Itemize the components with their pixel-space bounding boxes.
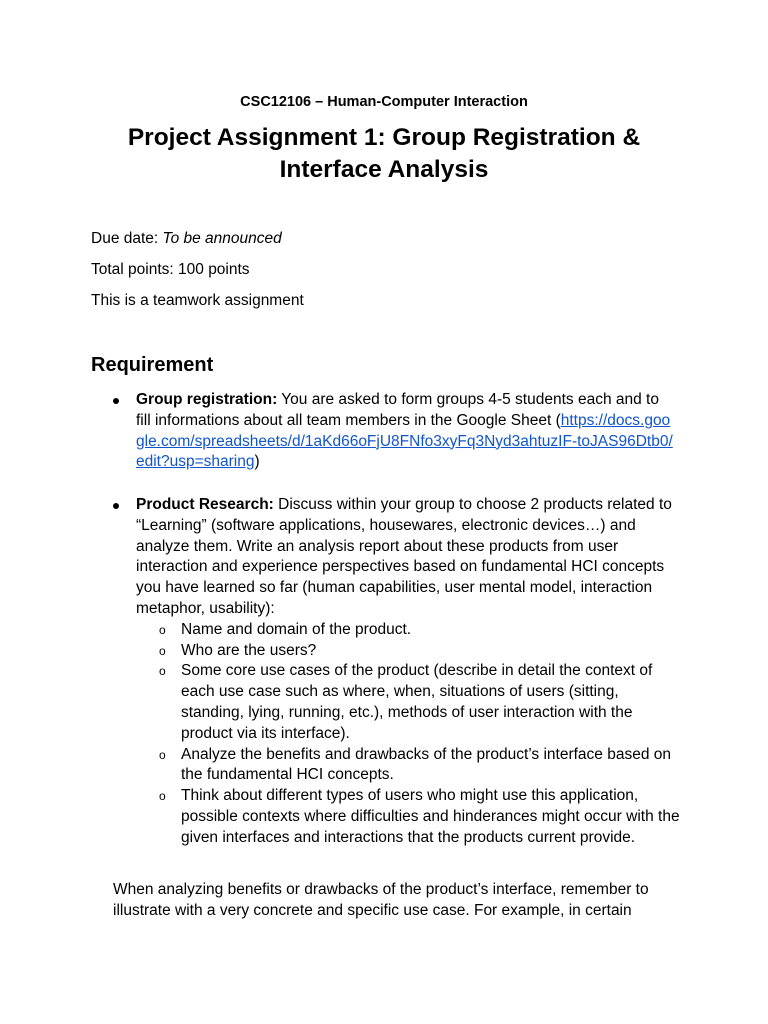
requirement-list bbox=[0, 390, 768, 473]
group-registration-text: You are asked to form groups 4-5 students each and to fill informations about all team members in the Google Sheet ( bbox=[136, 391, 659, 429]
product-research-text: Discuss within your group to choose 2 products related to “Learning” (software applications, housewares, electronic devices…) and analyze them. Write an analysis report about these products from user interaction and experience perspectives based on fundamental HCI concepts you have learned so far (human capabilities, user mental model, interaction metaphor, usability): bbox=[136, 496, 672, 617]
sub-item-text: Analyze the benefits and drawbacks of the product’s interface based on the fundamental HCI concepts. bbox=[181, 745, 671, 784]
teamwork-note: This is a teamwork assignment bbox=[91, 292, 304, 309]
group-registration-label: Group registration: bbox=[136, 391, 278, 408]
title-line-2: Interface Analysis bbox=[279, 156, 489, 183]
google-sheet-link[interactable]: https://docs.google.com/spreadsheets/d/1aKd66oFjU8FNfo3xyFq3Nyd3ahtuzIF-toJAS96Dtb0/edit?usp=sharing bbox=[136, 411, 673, 471]
sub-item-text: Who are the users? bbox=[181, 641, 317, 659]
requirement-heading: Requirement bbox=[91, 354, 214, 376]
hollow-circle-icon: o bbox=[159, 664, 166, 679]
bullet-icon bbox=[113, 398, 119, 404]
hollow-circle-icon: o bbox=[159, 622, 166, 637]
due-date-value: To be announced bbox=[162, 230, 282, 247]
sub-item-use-cases bbox=[136, 661, 681, 744]
bullet-icon bbox=[113, 503, 119, 509]
hollow-circle-icon: o bbox=[159, 747, 166, 762]
due-date bbox=[91, 229, 282, 249]
sub-item-text: Name and domain of the product. bbox=[181, 620, 412, 638]
sub-item-text: Think about different types of users who might use this application, possible contexts where difficulties and hinderances might occur with the given interfaces and interactions that the products current provide. bbox=[181, 787, 680, 846]
sub-item-benefits-drawbacks bbox=[136, 745, 681, 787]
page-title bbox=[80, 122, 688, 186]
sub-item-text: Some core use cases of the product (describe in detail the context of each use case such as where, when, situations of users (sitting, standing, lying, running, etc.), methods of user interaction with the product via its interface). bbox=[181, 662, 653, 742]
product-research-sublist bbox=[136, 620, 680, 849]
sub-item-name-domain bbox=[136, 620, 681, 641]
due-date-label: Due date: bbox=[91, 230, 163, 247]
group-registration-after: ) bbox=[254, 453, 260, 471]
requirement-list-2 bbox=[0, 495, 768, 849]
total-points: Total points: 100 points bbox=[91, 261, 250, 278]
list-item-group-registration bbox=[0, 390, 676, 473]
title-line-1: Project Assignment 1: Group Registration & bbox=[127, 124, 641, 151]
product-research-label: Product Research: bbox=[136, 496, 274, 513]
course-title: CSC12106 – Human-Computer Interaction bbox=[240, 94, 528, 110]
sub-item-users bbox=[136, 641, 681, 662]
hollow-circle-icon: o bbox=[159, 789, 166, 804]
sub-item-user-types bbox=[136, 786, 681, 848]
hollow-circle-icon: o bbox=[159, 643, 166, 658]
list-item-product-research bbox=[0, 495, 680, 849]
closing-paragraph: When analyzing benefits or drawbacks of the product’s interface, remember to illustrate with a very concrete and specific use case. For example, in certain bbox=[113, 881, 649, 919]
